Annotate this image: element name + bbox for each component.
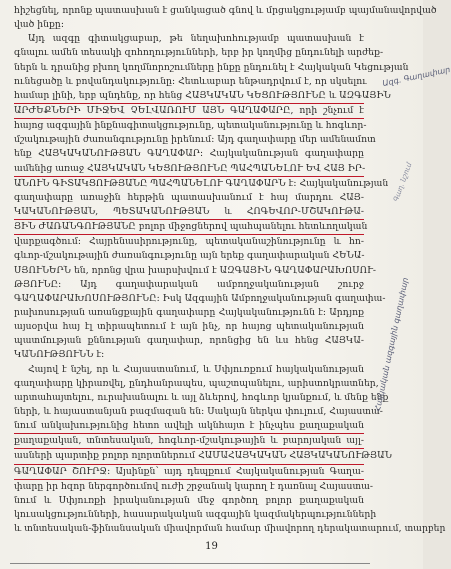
text-line: Այդ ազգը գիտակցաբար, թե նեղախոհությամբ պատասխան է	[28, 33, 364, 45]
text-line: ԹՅՈՒՆԸ: Այդ գաղափարական ամբողջականության շուրջ	[14, 278, 364, 290]
text-line: վարքագծում: Հայրենասիրությունը, պետականաշինությունը և հո-	[14, 236, 364, 248]
text-line: ված ինքը:	[14, 19, 64, 31]
text-line: ԱՆՈՒՆ ԳԻՏԱԿՑՈՒԹՅԱՆԸ ՊԱՀՊԱՆԵԼՈՒ ԳԱՂԱՓԱՐՆ է: Հայկականության	[14, 177, 389, 189]
text-line: մշակութային ժառանգությունը իրենում: Այդ գաղափարը մեր ամենամոտ	[14, 134, 376, 146]
text-line-underlined: ԱՐԺԵՔՆԵՐԻ ՄԻՋԵՎ ՉԵԼՎԱՌՈՒՄ ԱՅՆ ԳԱՂԱՓԱՐԸ, որի շնչում է	[14, 104, 364, 119]
text-line: ների, և հայաստանյան բազմազան են: Սակայն ներկա փուլում, Հայաստա-	[14, 405, 383, 417]
text-line: րախոսության առանցքային գաղափարը Հայկականությունն է: Արդյոք	[14, 306, 364, 318]
text-line-underlined: նում անկախությունից հետո ավելի ակնհայտ է ինչպես քաղաքական	[14, 419, 364, 434]
text-line: ունեցածը և բովանդակությունը: Հետևաբար ենթադրվում է, որ սկսելու	[14, 75, 367, 87]
text-line-underlined: ԳԱՂԱՓԱՐ ՇՈՒՐՋ: Այսինքն՝ այդ դեպքում Հայկականության Գաղա-	[14, 465, 364, 480]
text-line: հայոց ազգային ինքնագիտակցությունը, պետականությունը և հոգևոր-	[14, 120, 367, 132]
text-line-underlined: ամենից առաջ ՀԱՅԿԱԿԱՆ ԿԵՑՈՒԹՅՈՒՆԸ ՊԱՀՊԱՆԵԼՈՒ ԵՎ ՀԱՅ ԻՐ-	[14, 162, 364, 177]
text-line: գաղափարը առաջին հերթին պատասխանում է հայ մարդու ՀԱՅ-	[14, 191, 364, 203]
text-line-underlined: ասների պարտիք բոլոր ոլորտներում ՀԱՄԱՀԱՅԿԱԿԱՆ ՀԱՅԿԱԿԱՆՈՒԹՅԱՆ	[14, 449, 364, 464]
text-line: պատմության քննության գաղափար, որոնցից են ևս հենց ՀԱՅԿԱ-	[14, 335, 364, 347]
text-line: գնալու ամեն տեսակի զոհողությունների, երբ իր կողմից ընդունելի արժեք-	[14, 47, 384, 59]
text-line: ԳԱՂԱՓԱՐԱԽՈՍՈՒԹՅՈՒՆԸ: Իսկ Ազգային Ամբողջականության գաղափա-	[14, 292, 386, 304]
text-line-underlined: համար լինի, երբ պնդենք, որ հենց ՀԱՅԿԱԿԱՆ ԿԵՑՈՒԹՅՈՒՆԸ և ԱԶԳԱՅԻՆ	[14, 89, 364, 104]
text-line: գևոր-մշակութային ժառանգությունը այն երեք գաղափարական ՀԵՆԱ-	[14, 250, 365, 262]
text-line: ենք ՀԱՅԿԱԿԱՆՈՒԹՅԱՆ ԳԱՂԱՓԱՐ: Հայկականության գաղափարը	[14, 148, 364, 160]
page-number: 19	[205, 541, 218, 552]
text-line: Հայով է նշել, որ և Հայաստանում, և Սփյուռքում հայկականության	[28, 363, 364, 375]
text-line: և տնտեսական-ֆինանսական միավորման համար միավորող դերակատարում, տարբեր	[14, 523, 446, 535]
text-line-underlined: քաղաքական, տնտեսական, հոգևոր-մշակութային և բարոյական այլ-	[14, 434, 364, 449]
text-line: ներն և դրանից բխող կողմնորոշումները ինքը ընդունել է Հայկական Կեցության	[14, 61, 409, 73]
text-line: ՍՅՈՒՆԵՐՆ են, որոնց վրա խարսխվում է ԱԶԳԱՅԻՆ ԳԱՂԱՓԱՐԱԽՈՍՈՒ-	[14, 264, 377, 276]
text-line-underlined: ԿԱԿԱՆՈՒԹՅԱՆ, ՊԵՏԱԿԱՆՈՒԹՅԱՆ և ՀՈԳԵՎՈՐ-ՄՇԱԿՈՒԹԱ-	[14, 205, 364, 220]
text-line: կուսակցությունների, հասարակական ազգային կազմակերպությունների	[14, 508, 377, 520]
margin-note-faint: Գաղ. նշում	[392, 161, 414, 203]
text-line: գաղափարը կիրառվել, ընդհանրապես, պաշտպանելու, արիստոկրատներ,	[14, 377, 379, 389]
text-line: փարը իր հզոր ներգործումով ուժի շրջանակ կարող է դառնալ Հայաստա-	[14, 480, 373, 492]
text-line: ԿԱՆՈՒԹՅՈՒՆՆ է:	[14, 349, 105, 361]
bottom-rule	[10, 563, 370, 564]
margin-note-side: Հայկական ազգային գաղափար	[372, 276, 411, 413]
margin-note-top: Ազգ. Գաղափար	[381, 64, 451, 89]
text-line: արտահայտելու, ուրախանալու և այլ ձևերով, հոգևոր կյանքում, և մենք ենք	[14, 391, 389, 403]
text-line-underlined: ՅԻՆ ԺԱՌԱՆԳՈՒԹՅԱՆԸ բոլոր միջոցներով պահպանելու հետևողական	[14, 220, 364, 235]
text-line: հիշեցնել, որոնք պատասխան է ցանկացած գնով և մրցակցությամբ պայմանավորված	[14, 5, 437, 16]
text-line: այսօրվա հայ էլ տիրապետում է այն ինչ, որ հայոց պետականության	[14, 321, 364, 333]
text-line: նում և Սփյուռքի իրականության մեջ գործող բոլոր քաղաքական	[14, 494, 364, 506]
